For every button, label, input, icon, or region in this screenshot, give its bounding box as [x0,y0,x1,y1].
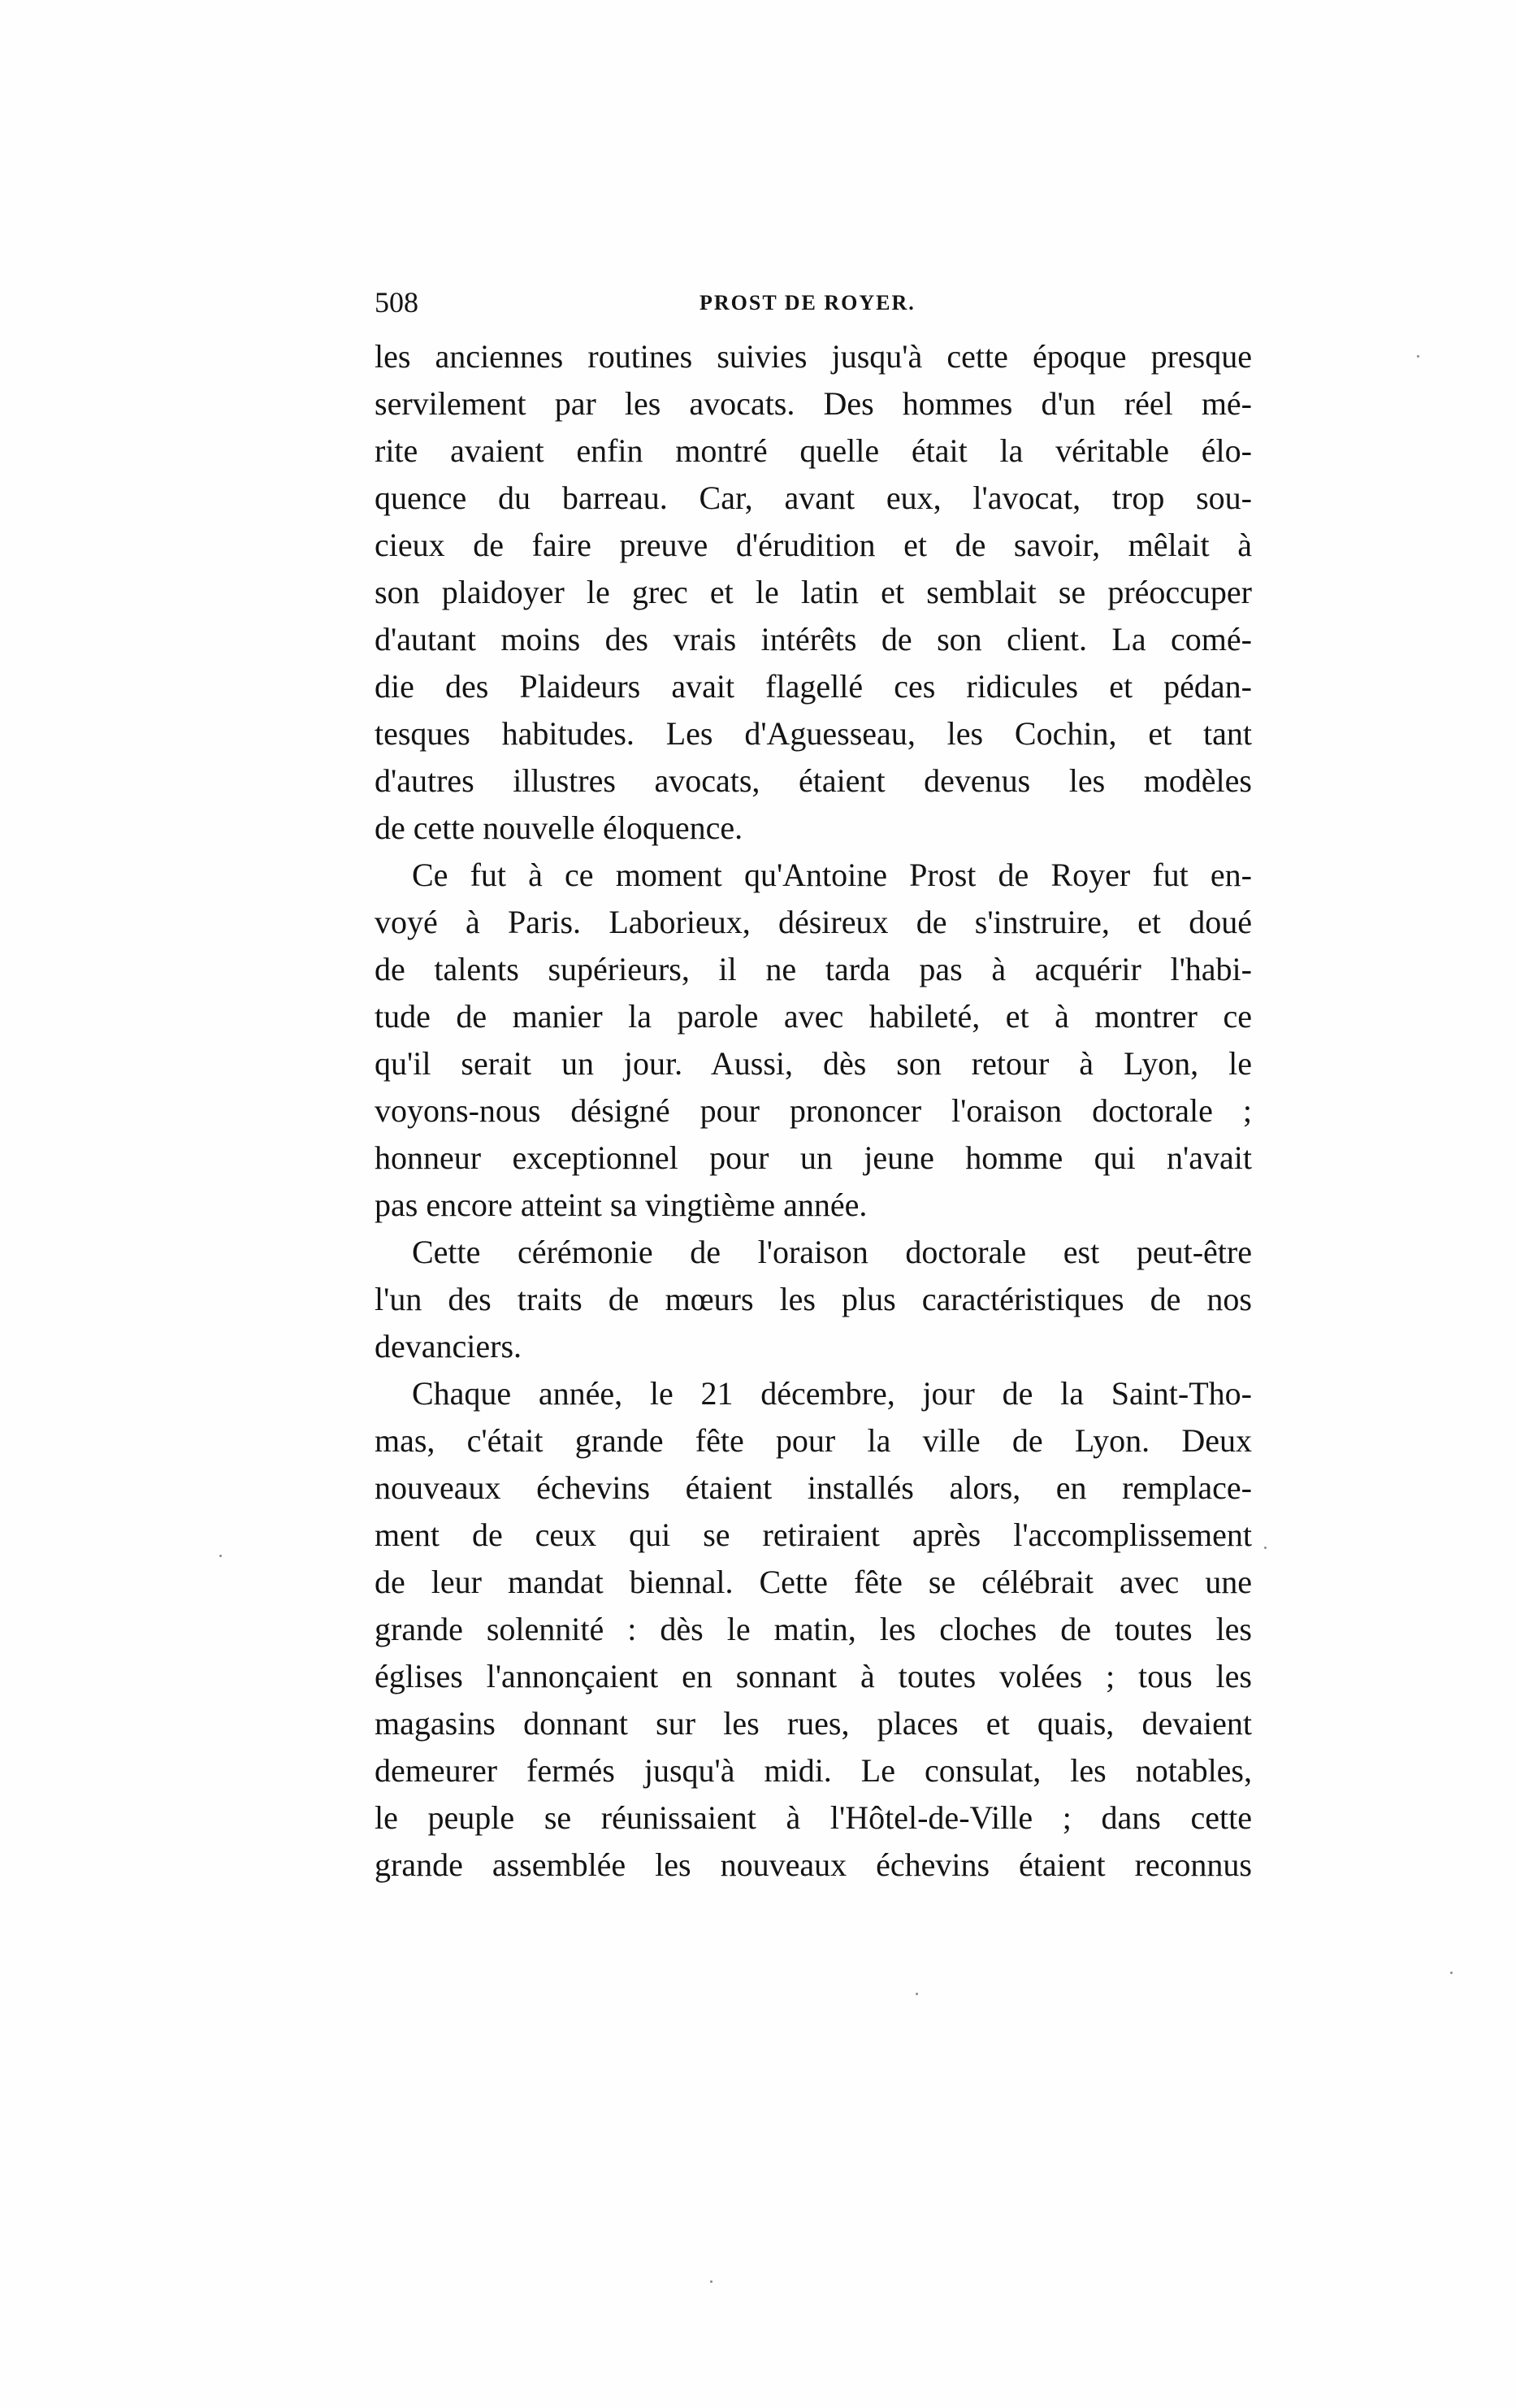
text-line: demeurer fermés jusqu'à midi. Le consulat, les notables, [375,1752,1252,1789]
text-line: le peuple se réunissaient à l'Hôtel-de-Ville ; dans cette [375,1799,1252,1836]
paragraph-3 [375,1229,1252,1370]
scan-speck [916,1993,918,1995]
running-title: PROST DE ROYER. [700,291,916,315]
text-line: cieux de faire preuve d'érudition et de savoir, mêlait à [375,527,1252,563]
text-line: d'autant moins des vrais intérêts de son client. La comé- [375,621,1252,657]
body-text [375,333,1252,1889]
text-line: l'un des traits de mœurs les plus caractéristiques de nos [375,1281,1252,1317]
text-line: voyé à Paris. Laborieux, désireux de s'instruire, et doué [375,904,1252,940]
text-line: pas encore atteint sa vingtième année. [375,1187,868,1223]
text-line: de cette nouvelle éloquence. [375,809,743,846]
scan-speck [1264,1547,1267,1549]
scan-speck [710,2280,713,2283]
text-line: magasins donnant sur les rues, places et quais, devaient [375,1705,1252,1742]
text-line: qu'il serait un jour. Aussi, dès son retour à Lyon, le [375,1045,1252,1082]
text-line: ment de ceux qui se retiraient après l'accomplissement [375,1516,1252,1553]
paragraph-4 [375,1370,1252,1889]
paragraph-2 [375,852,1252,1229]
page-number: 508 [375,286,418,319]
text-line: quence du barreau. Car, avant eux, l'avocat, trop sou- [375,479,1252,516]
scan-speck [1450,1972,1453,1974]
text-line: les anciennes routines suivies jusqu'à cette époque presque [375,338,1252,375]
text-line: nouveaux échevins étaient installés alors, en remplace- [375,1469,1252,1506]
text-line: honneur exceptionnel pour un jeune homme qui n'avait [375,1139,1252,1176]
text-line: églises l'annonçaient en sonnant à toutes volées ; tous les [375,1658,1252,1694]
text-line: Cette cérémonie de l'oraison doctorale est peut-être [412,1234,1252,1270]
text-line: grande assemblée les nouveaux échevins étaient reconnus [375,1846,1252,1883]
page-header [375,276,1252,325]
text-line: mas, c'était grande fête pour la ville de Lyon. Deux [375,1422,1252,1459]
text-line: rite avaient enfin montré quelle était la véritable élo- [375,432,1252,469]
scan-speck [1417,355,1419,358]
text-line: devanciers. [375,1328,522,1365]
text-line: tude de manier la parole avec habileté, et à montrer ce [375,998,1252,1035]
scan-speck [219,1555,222,1557]
text-line: son plaidoyer le grec et le latin et semblait se préoccuper [375,574,1252,610]
text-line: die des Plaideurs avait flagellé ces ridicules et pédan- [375,668,1252,705]
text-line: servilement par les avocats. Des hommes d'un réel mé- [375,385,1252,422]
text-line: voyons-nous désigné pour prononcer l'oraison doctorale ; [375,1092,1252,1129]
text-line: de leur mandat biennal. Cette fête se célébrait avec une [375,1564,1252,1600]
text-line: Ce fut à ce moment qu'Antoine Prost de Royer fut en- [412,857,1252,893]
text-line: d'autres illustres avocats, étaient devenus les modèles [375,762,1252,799]
text-line: Chaque année, le 21 décembre, jour de la Saint-Tho- [412,1375,1252,1412]
paragraph-1 [375,333,1252,852]
text-line: grande solennité : dès le matin, les cloches de toutes les [375,1611,1252,1647]
text-line: tesques habitudes. Les d'Aguesseau, les Cochin, et tant [375,715,1252,752]
text-line: de talents supérieurs, il ne tarda pas à acquérir l'habi- [375,951,1252,987]
